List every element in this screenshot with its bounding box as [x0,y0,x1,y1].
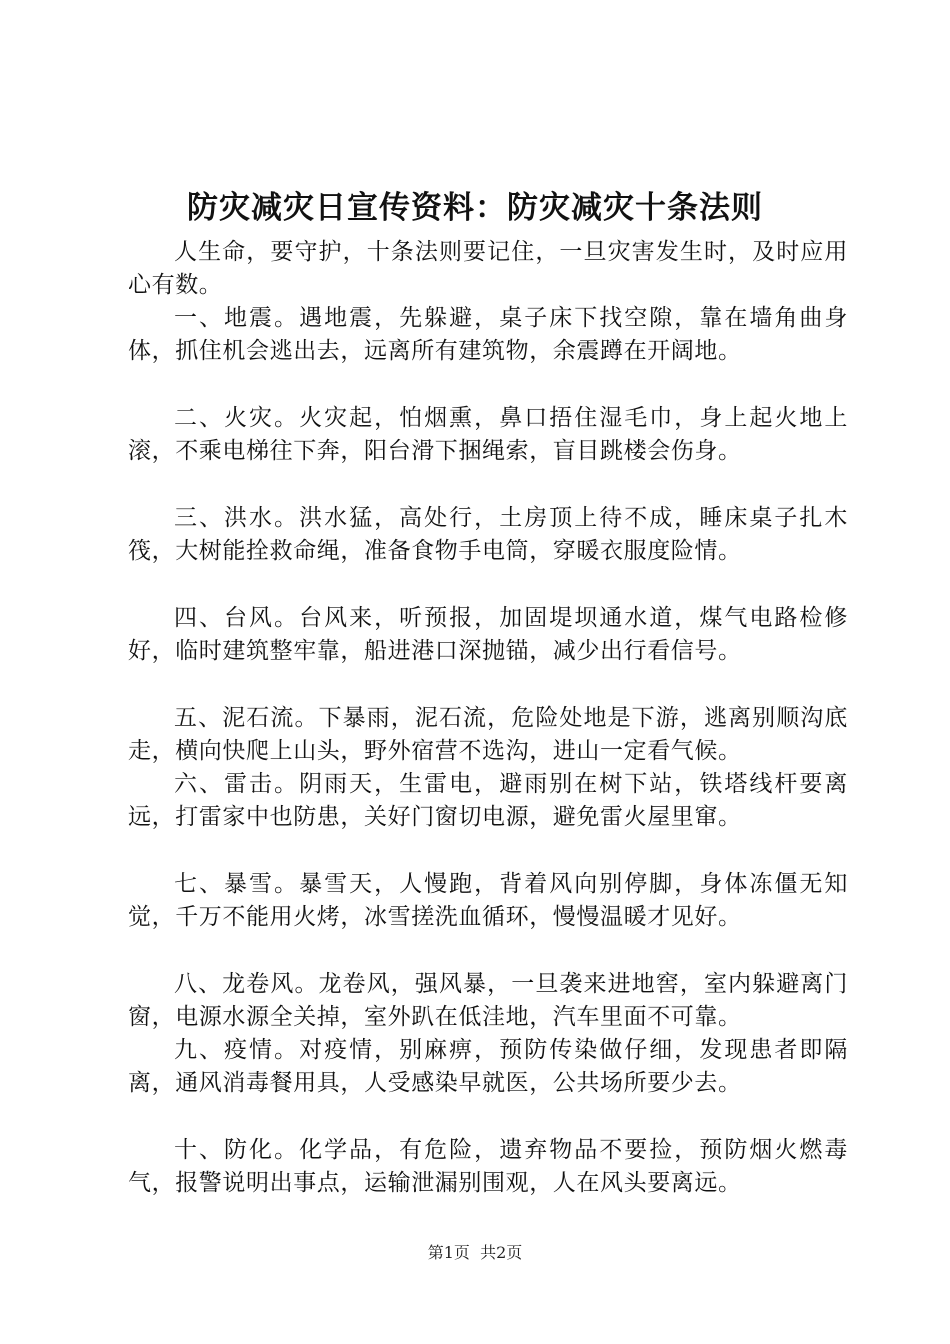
document-title: 防灾减灾日宣传资料：防灾减灾十条法则 [187,190,763,226]
rule-paragraph-lightning: 六、雷击。阴雨天，生雷电，避雨别在树下站，铁塔线杆要离远，打雷家中也防患，关好门窗切电源，避免雷火屋里窜。 [128,771,848,830]
rule-paragraph-epidemic: 九、疫情。对疫情，别麻痹，预防传染做仔细，发现患者即隔离，通风消毒餐用具，人受感染早就医，公共场所要少去。 [128,1037,848,1096]
rule-paragraph-tornado: 八、龙卷风。龙卷风，强风暴，一旦袭来进地窖，室内躲避离门窗，电源水源全关掉，室外趴在低洼地，汽车里面不可靠。 [128,971,848,1030]
rule-paragraph-flood: 三、洪水。洪水猛，高处行，土房顶上待不成，睡床桌子扎木筏，大树能拴救命绳，准备食物手电筒，穿暖衣服度险情。 [128,505,848,564]
page-total: 共2页 [480,1243,523,1262]
rule-paragraph-earthquake: 一、地震。遇地震，先躲避，桌子床下找空隙，靠在墙角曲身体，抓住机会逃出去，远离所有建筑物，余震蹲在开阔地。 [128,305,848,364]
footer-separator [470,1243,480,1262]
document-body [128,236,848,1200]
page-footer [0,1242,950,1264]
intro-paragraph: 人生命，要守护，十条法则要记住，一旦灾害发生时，及时应用心有数。 [128,239,848,298]
rule-paragraph-blizzard: 七、暴雪。暴雪天，人慢跑，背着风向别停脚，身体冻僵无知觉，千万不能用火烤，冰雪搓洗血循环，慢慢温暖才见好。 [128,871,848,930]
rule-paragraph-typhoon: 四、台风。台风来，听预报，加固堤坝通水道，煤气电路检修好，临时建筑整牢靠，船进港口深抛锚，减少出行看信号。 [128,605,848,664]
page-number: 第1页 [427,1243,470,1262]
rule-paragraph-chemical: 十、防化。化学品，有危险，遗弃物品不要捡，预防烟火燃毒气，报警说明出事点，运输泄漏别围观，人在风头要离远。 [128,1137,848,1196]
rule-paragraph-mudslide: 五、泥石流。下暴雨，泥石流，危险处地是下游，逃离别顺沟底走，横向快爬上山头，野外宿营不选沟，进山一定看气候。 [128,705,848,764]
rule-paragraph-fire: 二、火灾。火灾起，怕烟熏，鼻口捂住湿毛巾，身上起火地上滚，不乘电梯往下奔，阳台滑下捆绳索，盲目跳楼会伤身。 [128,405,848,464]
